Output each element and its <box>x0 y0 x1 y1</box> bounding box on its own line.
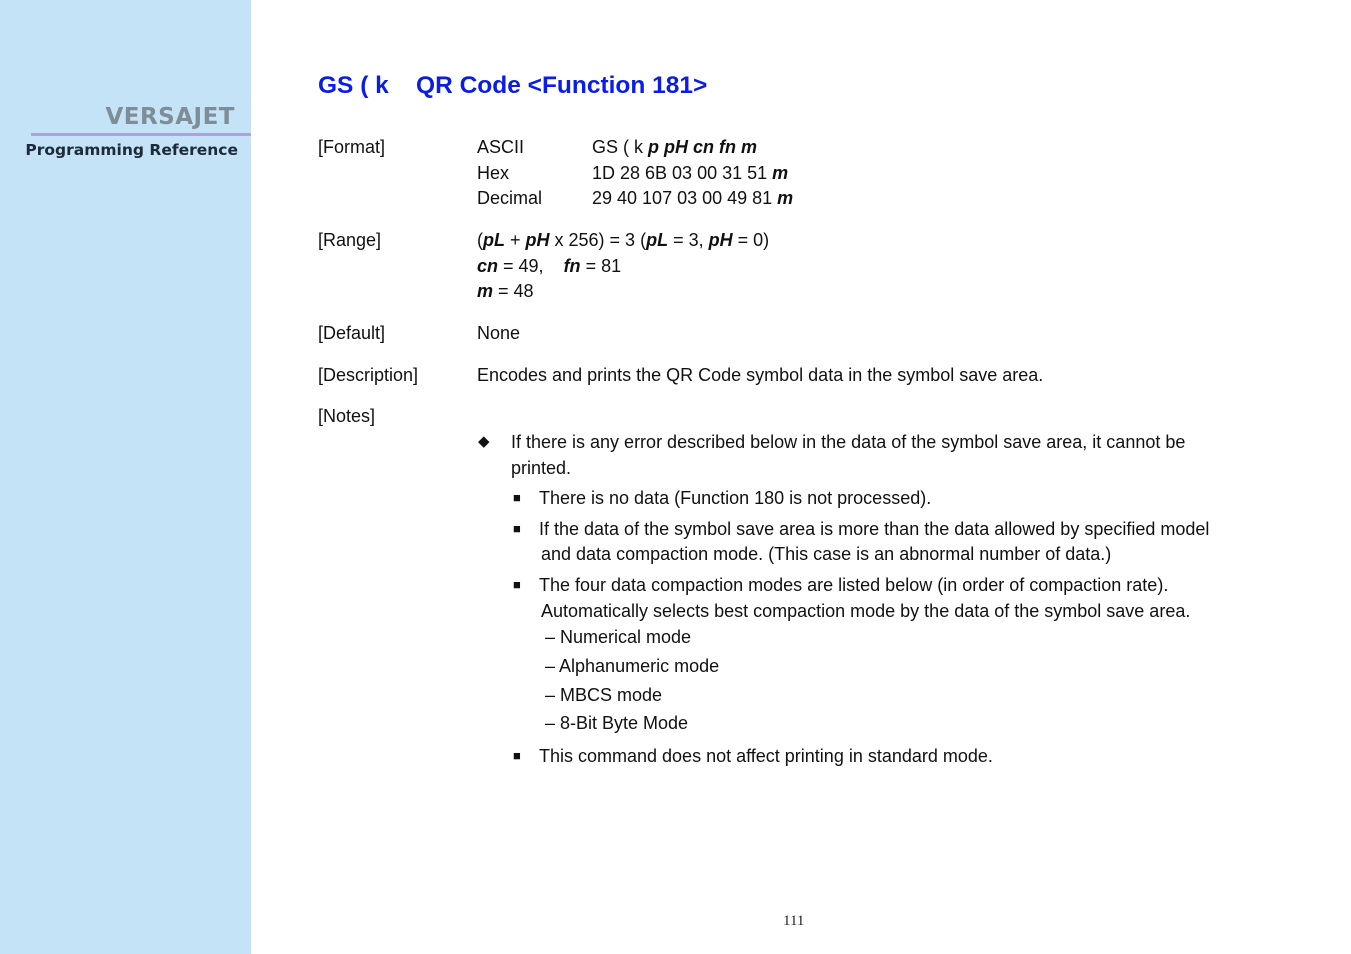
format-ascii-name: ASCII <box>477 137 525 157</box>
mode-item: – MBCS mode <box>545 685 663 705</box>
note-sub-2-line-2: and data compaction mode. (This case is an abnormal number of data.) <box>541 544 1112 564</box>
note-sub-3-line-2: Automatically selects best compaction mode by the data of the symbol save area. <box>541 601 1191 621</box>
default-value: None <box>477 323 521 343</box>
mode-item: – 8-Bit Byte Mode <box>545 713 689 733</box>
label-default: [Default] <box>318 323 386 343</box>
square-bullet-icon: ■ <box>513 521 521 536</box>
format-hex-value <box>592 162 788 184</box>
square-bullet-icon: ■ <box>513 577 521 592</box>
sidebar <box>0 0 251 954</box>
format-hex-plain: 1D 28 6B 03 00 31 51 <box>592 163 773 183</box>
square-bullet-icon: ■ <box>513 748 521 763</box>
format-decimal-plain: 29 40 107 03 00 49 81 <box>592 188 778 208</box>
note-sub-2-line-1: If the data of the symbol save area is more than the data allowed by specified model <box>539 519 1210 539</box>
brand-divider <box>31 133 251 136</box>
format-hex-param: m <box>772 163 789 183</box>
range-line-1: (pL + pH x 256) = 3 (pL = 3, pH = 0) <box>477 230 770 250</box>
brand-logo-text: VERSAJET <box>105 104 235 130</box>
note-main-line-1: If there is any error described below in the data of the symbol save area, it cannot be <box>511 432 1186 452</box>
note-sub-1: There is no data (Function 180 is not processed). <box>539 488 932 508</box>
format-decimal-name: Decimal <box>477 188 543 208</box>
format-decimal-param: m <box>777 188 794 208</box>
square-bullet-icon: ■ <box>513 490 521 505</box>
label-description: [Description] <box>318 365 419 385</box>
format-ascii-value <box>592 136 757 158</box>
note-sub-4: This command does not affect printing in standard mode. <box>539 746 993 766</box>
range-line-3: m = 48 <box>477 281 534 301</box>
label-range: [Range] <box>318 230 382 250</box>
format-decimal-value <box>592 187 793 209</box>
format-ascii-plain: GS ( k <box>592 137 649 157</box>
format-hex-name: Hex <box>477 163 510 183</box>
diamond-bullet-icon: ◆ <box>478 433 490 450</box>
range-line-2: cn = 49, fn = 81 <box>477 256 622 276</box>
note-main-line-2: printed. <box>511 458 572 478</box>
label-format: [Format] <box>318 137 386 157</box>
format-ascii-params: p pH cn fn m <box>648 137 758 157</box>
description-text: Encodes and prints the QR Code symbol data in the symbol save area. <box>477 365 1044 385</box>
page-number: 111 <box>783 913 805 929</box>
page-title: GS ( k QR Code <Function 181> <box>318 72 708 99</box>
label-notes: [Notes] <box>318 406 376 426</box>
mode-item: – Alphanumeric mode <box>545 656 720 676</box>
brand-subtitle: Programming Reference <box>25 141 238 159</box>
note-sub-3-line-1: The four data compaction modes are listed below (in order of compaction rate). <box>539 575 1169 595</box>
mode-item: – Numerical mode <box>545 627 692 647</box>
